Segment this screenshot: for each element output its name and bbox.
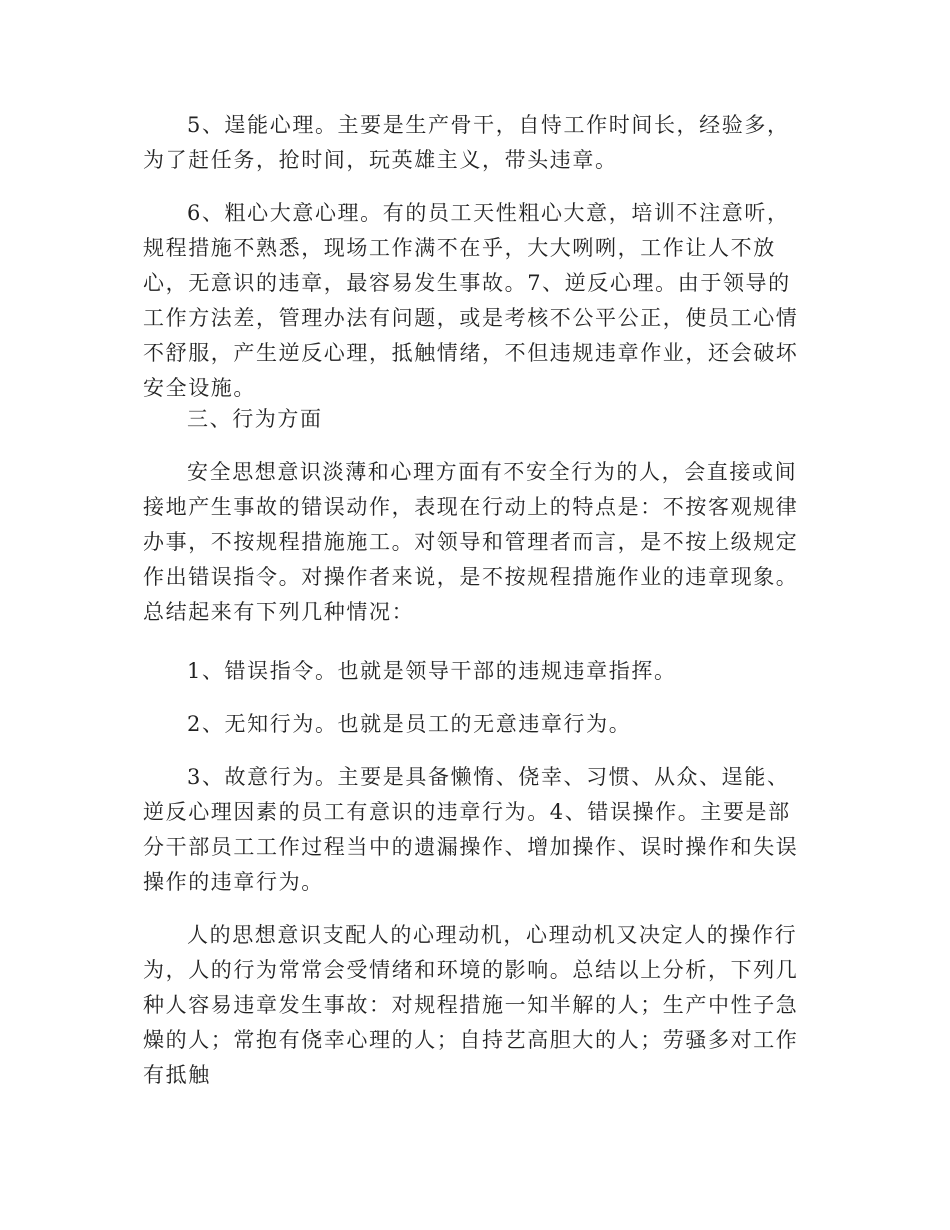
paragraph-6-7-careless-rebellious-mentality: 6、粗心大意心理。有的员工天性粗心大意，培训不注意听，规程措施不熟悉，现场工作满不在乎，大大咧咧，工作让人不放心，无意识的违章，最容易发生事故。7、逆反心理。由于领导的工作方法差，管理办法有问题，或是考核不公平公正，使员工心情不舒服，产生逆反心理，抵触情绪，不但违规违章作业，还会破坏安全设施。	[143, 201, 799, 400]
list-item-intentional-wrong-operation: 3、故意行为。主要是具备懒惰、侥幸、习惯、从众、逞能、逆反心理因素的员工有意识的违章行为。4、错误操作。主要是部分干部员工工作过程当中的遗漏操作、增加操作、误时操作和失误操作的违章行为。	[143, 765, 799, 894]
paragraph-5-show-off-mentality: 5、逞能心理。主要是生产骨干，自恃工作时间长，经验多，为了赶任务，抢时间，玩英雄主义，带头违章。	[143, 113, 790, 172]
list-item-wrong-instruction: 1、错误指令。也就是领导干部的违规违章指挥。	[187, 659, 677, 683]
section-heading-behavior: 三、行为方面	[187, 407, 323, 431]
paragraph-summary-analysis: 人的思想意识支配人的心理动机，心理动机又决定人的操作行为，人的行为常常会受情绪和环境的影响。总结以上分析，下列几种人容易违章发生事故：对规程措施一知半解的人；生产中性子急燥的人；常抱有侥幸心理的人；自持艺高胆大的人；劳骚多对工作有抵触	[143, 923, 799, 1087]
paragraph-behavior-intro: 安全思想意识淡薄和心理方面有不安全行为的人，会直接或间接地产生事故的错误动作，表现在行动上的特点是：不按客观规律办事，不按规程措施施工。对领导和管理者而言，是不按上级规定作出错误指令。对操作者来说，是不按规程措施作业的违章现象。总结起来有下列几种情况：	[143, 460, 799, 624]
list-item-ignorant-behavior: 2、无知行为。也就是员工的无意违章行为。	[187, 712, 632, 736]
